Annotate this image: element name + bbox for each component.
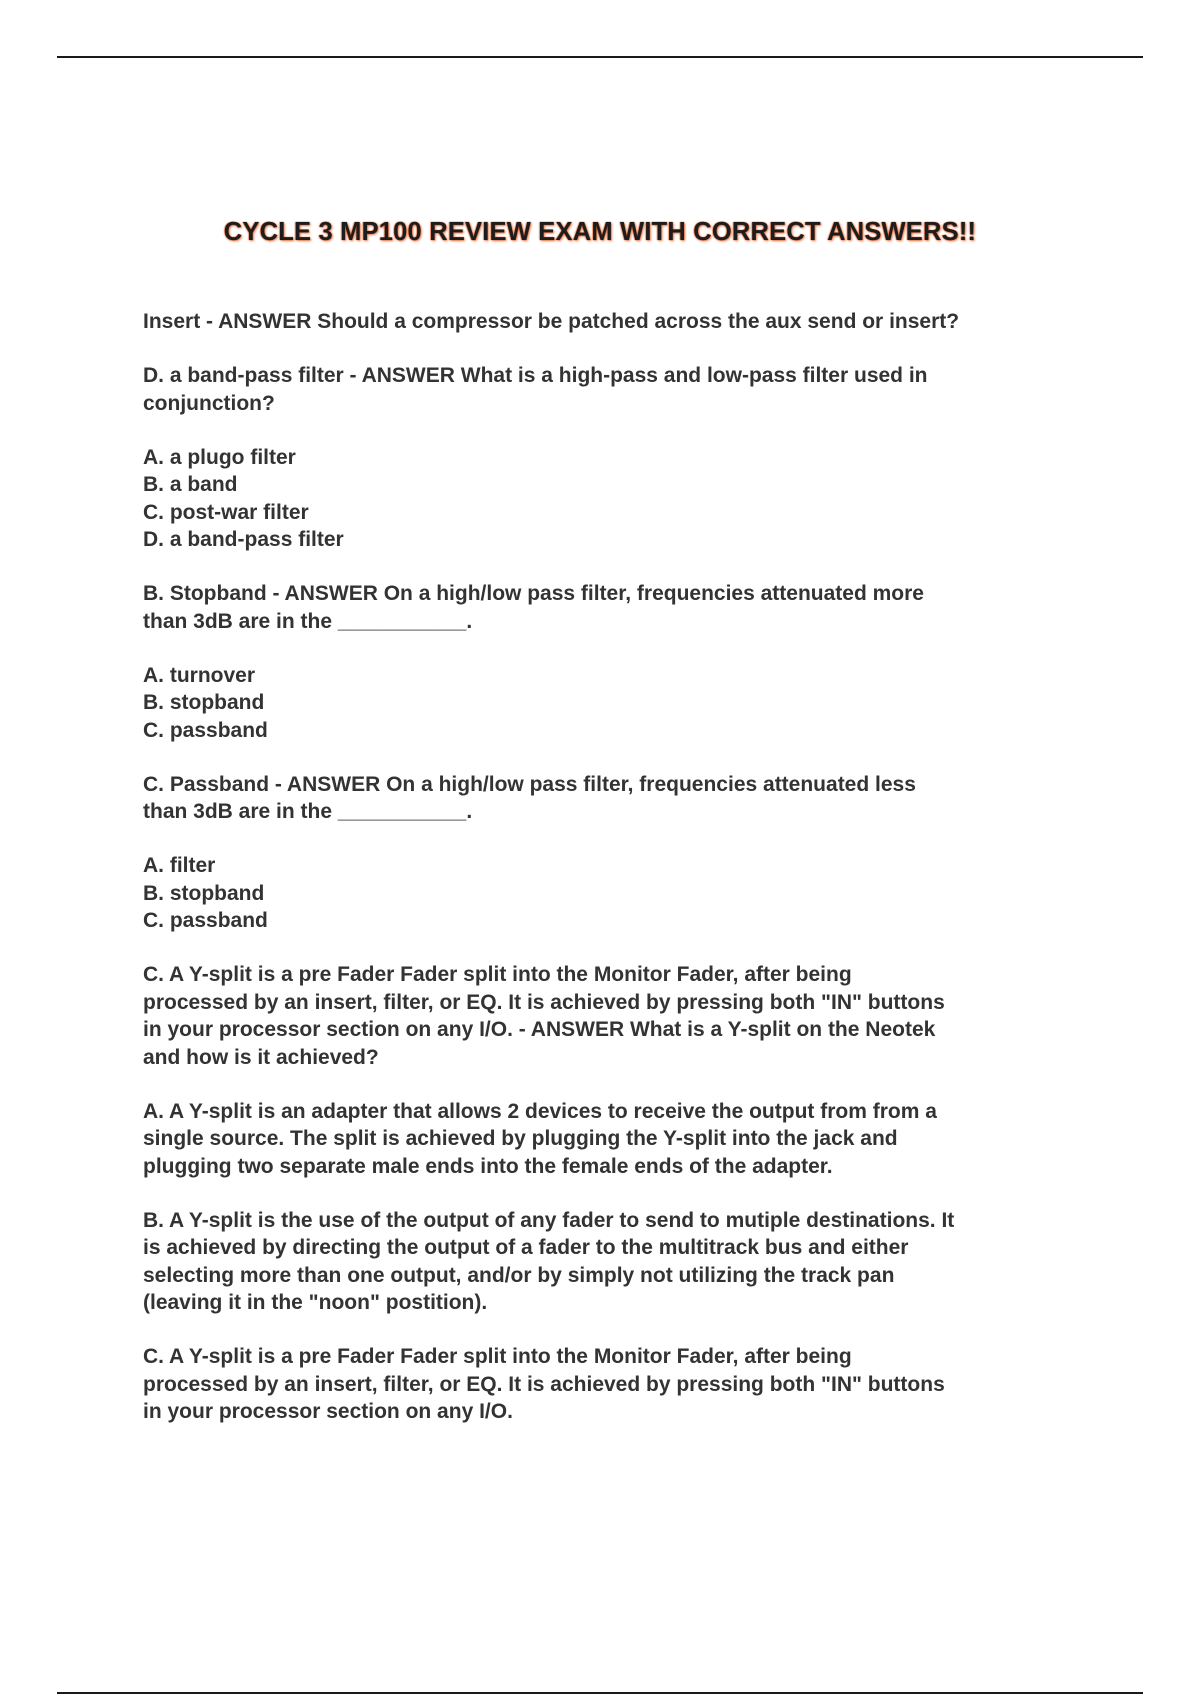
bottom-divider [57, 1692, 1143, 1694]
option-item: C. passband [143, 909, 268, 932]
options-stopband [143, 662, 1073, 745]
option-a-y-split: A. A Y-split is an adapter that allows 2 devices to receive the output from from a single source. The split is achieved by plugging the Y-split into the jack and plugging two separate male ends into the female ends of the adapter. [143, 1099, 937, 1178]
options-passband [143, 852, 1073, 935]
option-c-y-split: C. A Y-split is a pre Fader Fader split into the Monitor Fader, after being processed by an insert, filter, or EQ. It is achieved by pressing both "IN" buttons in your processor section on any I/O. [143, 1345, 945, 1423]
option-item: B. stopband [143, 691, 265, 714]
document-title: CYCLE 3 MP100 REVIEW EXAM WITH CORRECT ANSWERS!! [223, 218, 977, 246]
option-item: A. filter [143, 854, 216, 877]
qa-stopband: B. Stopband - ANSWER On a high/low pass filter, frequencies attenuated more than 3dB are in the ___________. [143, 582, 924, 633]
option-item: C. post-war filter [143, 500, 309, 524]
option-item: A. turnover [143, 663, 256, 687]
option-item: B. a band [143, 473, 238, 496]
option-item: D. a band-pass filter [143, 528, 344, 551]
qa-band-pass-question: D. a band-pass filter - ANSWER What is a high-pass and low-pass filter used in conjunction? [143, 364, 928, 415]
qa-passband: C. Passband - ANSWER On a high/low pass filter, frequencies attenuated less than 3dB are in the ___________. [143, 772, 916, 823]
option-item: B. stopband [143, 881, 265, 905]
qa-y-split: C. A Y-split is a pre Fader Fader split into the Monitor Fader, after being processed by an insert, filter, or EQ. It is achieved by pressing both "IN" buttons in your processor section on any I/O. - ANSWER What is a Y-split on the Neotek and how is it achieved? [143, 963, 945, 1069]
option-item: C. passband [143, 718, 268, 742]
options-filter [143, 444, 1073, 554]
qa-insert: Insert - ANSWER Should a compressor be patched across the aux send or insert? [143, 310, 960, 333]
document-body [143, 308, 1073, 1452]
top-divider [57, 56, 1143, 58]
option-b-y-split: B. A Y-split is the use of the output of any fader to send to mutiple destinations. It is achieved by directing the output of a fader to the multitrack bus and either selecting more than one output, and/or by simply not utilizing the track pan (leaving it in the "noon" postition). [143, 1208, 955, 1314]
option-item: A. a plugo filter [143, 445, 296, 469]
